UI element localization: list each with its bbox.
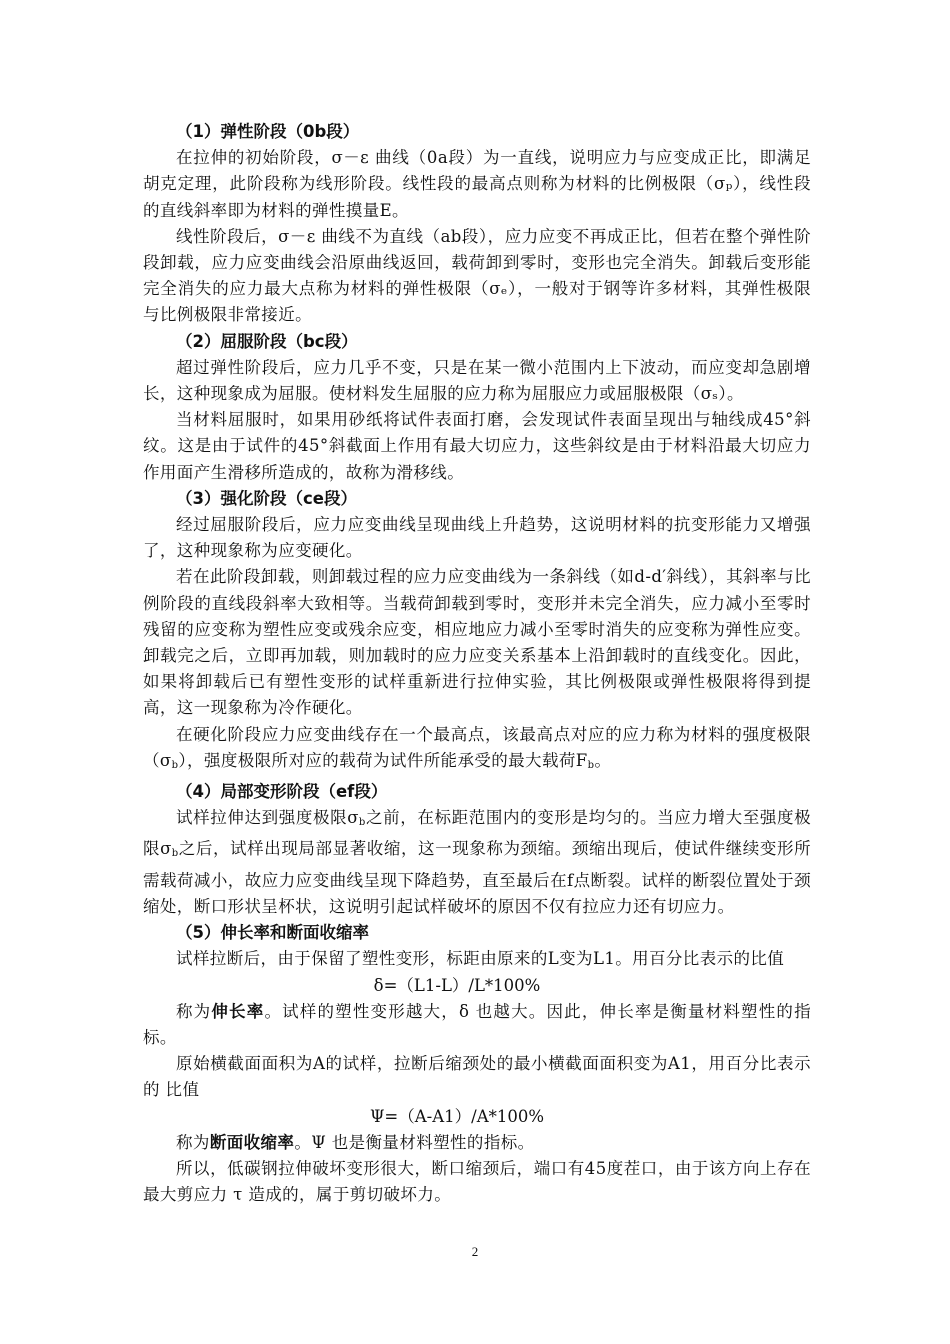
text-run: 。 xyxy=(594,750,612,770)
paragraph xyxy=(143,722,811,779)
paragraph: 所以，低碳钢拉伸破坏变形很大，断口缩颈后，端口有45度茬口，由于该方向上存在最大剪应力 τ 造成的，属于剪切破坏力。 xyxy=(143,1158,811,1205)
text-run: ），强度极限所对应的载荷为试件所能承受的最大载荷F xyxy=(178,750,588,770)
section-heading-necking: （4）局部变形阶段（ef段） xyxy=(176,782,388,802)
text-run: 之前，在标距范围内的变形是均匀的。当应力增大至强度极限σ xyxy=(143,808,811,859)
section-heading-yield: （2）屈服阶段（bc段） xyxy=(176,331,358,351)
paragraph: 原始横截面面积为A的试样，拉断后缩颈处的最小横截面面积变为A1，用百分比表示的 比值 xyxy=(143,1054,811,1100)
subscript: b xyxy=(171,759,179,771)
section-heading-hardening: （3）强化阶段（ce段） xyxy=(176,488,357,508)
section-heading-elongation: （5）伸长率和断面收缩率 xyxy=(176,923,369,943)
paragraph xyxy=(143,999,811,1051)
subscript: b xyxy=(358,817,366,829)
term-reduction: 断面收缩率 xyxy=(209,1132,295,1152)
text-run: 试样拉伸达到强度极限σ xyxy=(176,808,359,828)
text-run: 称为 xyxy=(176,1132,210,1152)
text-run: 。Ψ 也是衡量材料塑性的指标。 xyxy=(294,1132,535,1152)
equation-elongation: δ=（L1-L）/L*100% xyxy=(373,975,541,995)
paragraph: 经过屈服阶段后，应力应变曲线呈现曲线上升趋势，这说明材料的抗变形能力又增强了，这种现象称为应变硬化。 xyxy=(143,515,811,561)
equation-reduction: Ψ=（A-A1）/A*100% xyxy=(369,1106,545,1126)
paragraph: 线性阶段后，σ－ε 曲线不为直线（ab段），应力应变不再成正比，但若在整个弹性阶段卸载，应力应变曲线会沿原曲线返回，载荷卸到零时，变形也完全消失。卸载后变形能完全消失的应力最大点称为材料的弹性极限（σₑ），一般对于钢等许多材料，其弹性极限与比例极限非常接近。 xyxy=(143,226,811,325)
paragraph: 超过弹性阶段后，应力几乎不变，只是在某一微小范围内上下波动，而应变却急剧增长，这种现象成为屈服。使材料发生屈服的应力称为屈服应力或屈服极限（σₛ）。 xyxy=(143,357,811,404)
text-run: 。试样的塑性变形越大，δ 也越大。因此，伸长率是衡量材料塑性的指标。 xyxy=(143,1001,811,1047)
section-heading-elastic: （1）弹性阶段（0b段） xyxy=(176,122,360,141)
subscript: b xyxy=(171,848,179,860)
paragraph: 若在此阶段卸载，则卸载过程的应力应变曲线为一条斜线（如d-d′斜线），其斜率与比例阶段的直线段斜率大致相等。当载荷卸载到零时，变形并未完全消失，应力减小至零时残留的应变称为塑性应变或残余应变，相应地应力减小至零时消失的应变称为弹性应变。卸载完之后，立即再加载，则加载时的应力应变关系基本上沿卸载时的直线变化。因此，如果将卸载后已有塑性变形的试样重新进行拉伸实验，其比例极限或弹性极限将得到提高，这一现象称为冷作硬化。 xyxy=(143,567,811,718)
paragraph: 试样拉断后，由于保留了塑性变形，标距由原来的L变为L1。用百分比表示的比值 xyxy=(176,949,785,969)
subscript: b xyxy=(587,759,595,771)
text-run: 之后，试样出现局部显著收缩，这一现象称为颈缩。颈缩出现后，使试件继续变形所需载荷减小，故应力应变曲线呈现下降趋势，直至最后在f点断裂。试样的断裂位置处于颈缩处，断口形状呈杯状，这说明引起试样破坏的原因不仅有拉应力还有切应力。 xyxy=(143,839,811,916)
term-elongation: 伸长率 xyxy=(211,1001,265,1021)
page-number: 2 xyxy=(471,1244,479,1259)
document-body xyxy=(143,119,811,1208)
text-run: 在硬化阶段应力应变曲线存在一个最高点，该最高点对应的应力称为材料的强度极限（σ xyxy=(143,724,811,770)
paragraph: 在拉伸的初始阶段，σ－ε 曲线（0a段）为一直线，说明应力与应变成正比，即满足胡克定理，此阶段称为线形阶段。线性段的最高点则称为材料的比例极限（σₚ），线性段的直线斜率即为材料的弹性摸量E。 xyxy=(143,148,811,220)
text-run: 称为 xyxy=(176,1001,212,1021)
paragraph xyxy=(143,1130,811,1156)
paragraph xyxy=(143,805,811,920)
paragraph: 当材料屈服时，如果用砂纸将试件表面打磨，会发现试件表面呈现出与轴线成45°斜纹。这是由于试件的45°斜截面上作用有最大切应力，这些斜纹是由于材料沿最大切应力作用面产生滑移所造成的，故称为滑移线。 xyxy=(143,410,811,482)
